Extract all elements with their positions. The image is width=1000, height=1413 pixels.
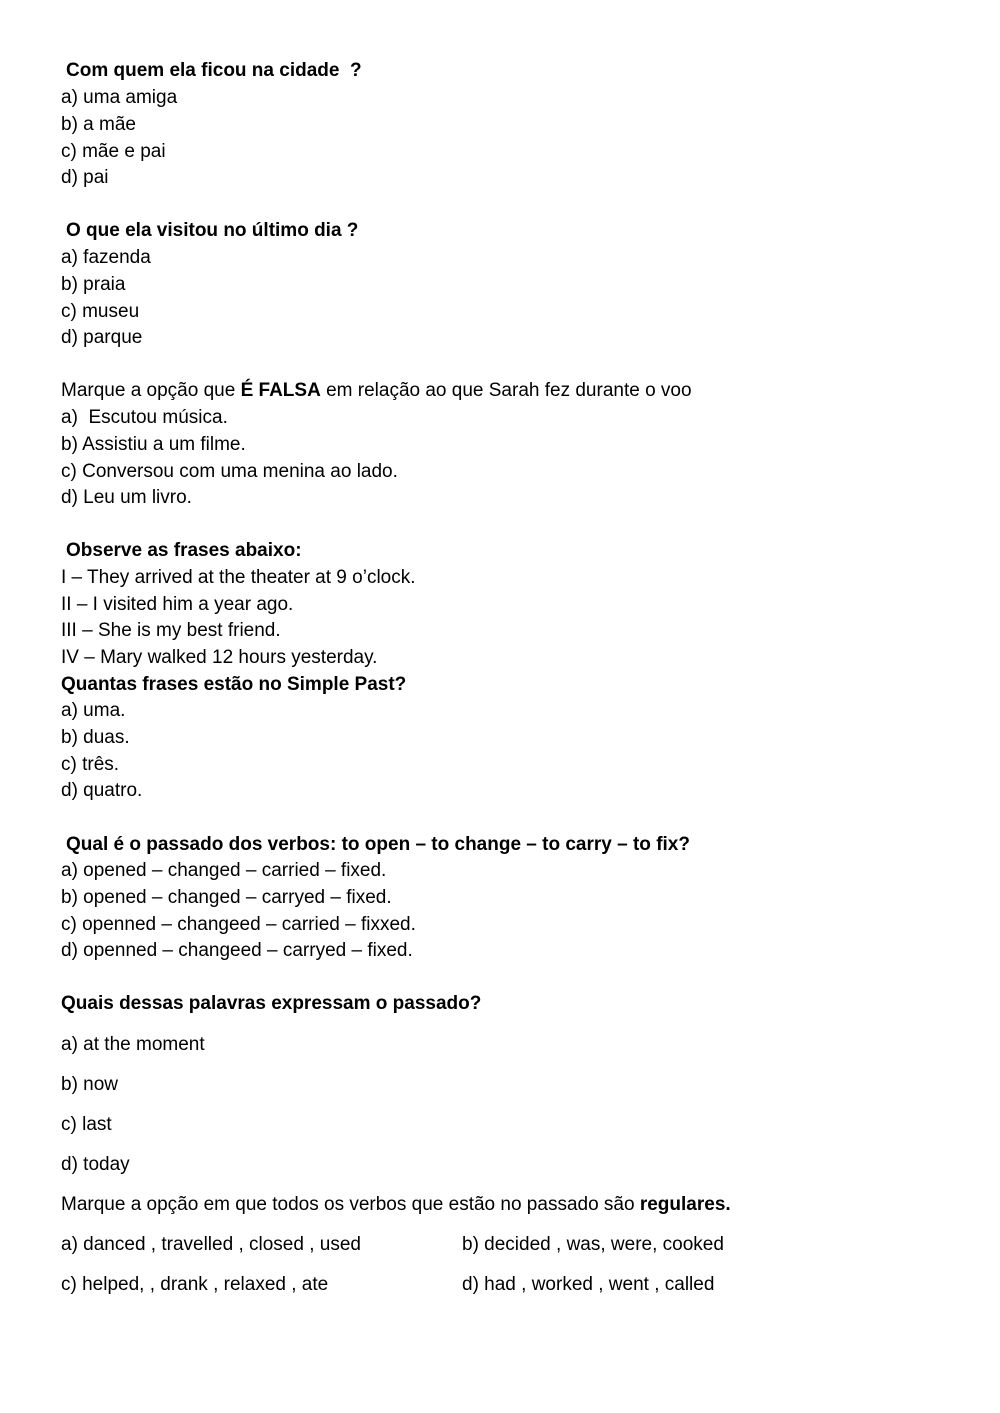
- q3-option-a: a) Escutou música.: [61, 407, 228, 428]
- q3-question-bold: É FALSA: [240, 380, 321, 401]
- q7-option-c: c) helped, , drank , relaxed , ate: [61, 1274, 329, 1295]
- q7-question-pre: Marque a opção em que todos os verbos que estão no passado são: [61, 1194, 640, 1215]
- q3-option-d: d) Leu um livro.: [61, 487, 192, 508]
- q3-option-c: c) Conversou com uma menina ao lado.: [61, 461, 398, 482]
- q1-question: Com quem ela ficou na cidade ?: [66, 60, 362, 81]
- q5-option-d: d) openned – changeed – carryed – fixed.: [61, 940, 413, 961]
- q1-option-a: a) uma amiga: [61, 87, 178, 108]
- q4-sentence-2: II – I visited him a year ago.: [61, 594, 294, 615]
- q6-option-b: b) now: [61, 1074, 119, 1095]
- q1-option-b: b) a mãe: [61, 114, 136, 135]
- q6-question: Quais dessas palavras expressam o passado?: [61, 993, 482, 1014]
- q3-question-pre: Marque a opção que: [61, 380, 241, 401]
- q4-option-b: b) duas.: [61, 727, 130, 748]
- q4-sentence-3: III – She is my best friend.: [61, 620, 281, 641]
- q5-question: Qual é o passado dos verbos: to open – to change – to carry – to fix?: [66, 834, 690, 855]
- q4-question: Quantas frases estão no Simple Past?: [61, 674, 407, 695]
- q7-option-b: b) decided , was, were, cooked: [462, 1234, 724, 1255]
- q2-option-c: c) museu: [61, 301, 140, 322]
- q6-option-d: d) today: [61, 1154, 130, 1175]
- q6-option-c: c) last: [61, 1114, 112, 1135]
- q7-question: [61, 1194, 731, 1216]
- q4-option-d: d) quatro.: [61, 780, 143, 801]
- q7-option-a: a) danced , travelled , closed , used: [61, 1234, 361, 1255]
- q3-question: [61, 380, 692, 402]
- q6-option-a: a) at the moment: [61, 1034, 205, 1055]
- q4-option-a: a) uma.: [61, 700, 126, 721]
- q4-sentence-1: I – They arrived at the theater at 9 o’clock.: [61, 567, 416, 588]
- q4-option-c: c) três.: [61, 754, 120, 775]
- q7-question-bold: regulares.: [639, 1194, 731, 1215]
- q2-option-d: d) parque: [61, 327, 143, 348]
- q5-option-b: b) opened – changed – carryed – fixed.: [61, 887, 392, 908]
- q5-option-a: a) opened – changed – carried – fixed.: [61, 860, 387, 881]
- q2-option-a: a) fazenda: [61, 247, 151, 268]
- q7-option-d: d) had , worked , went , called: [462, 1274, 715, 1295]
- q3-option-b: b) Assistiu a um filme.: [61, 434, 246, 455]
- q1-option-d: d) pai: [61, 167, 109, 188]
- q5-option-c: c) openned – changeed – carried – fixxed.: [61, 914, 416, 935]
- q2-option-b: b) praia: [61, 274, 126, 295]
- q1-option-c: c) mãe e pai: [61, 141, 166, 162]
- q2-question: O que ela visitou no último dia ?: [66, 220, 359, 241]
- q3-question-post: em relação ao que Sarah fez durante o voo: [320, 380, 692, 401]
- q4-intro: Observe as frases abaixo:: [66, 540, 302, 561]
- q4-sentence-4: IV – Mary walked 12 hours yesterday.: [61, 647, 378, 668]
